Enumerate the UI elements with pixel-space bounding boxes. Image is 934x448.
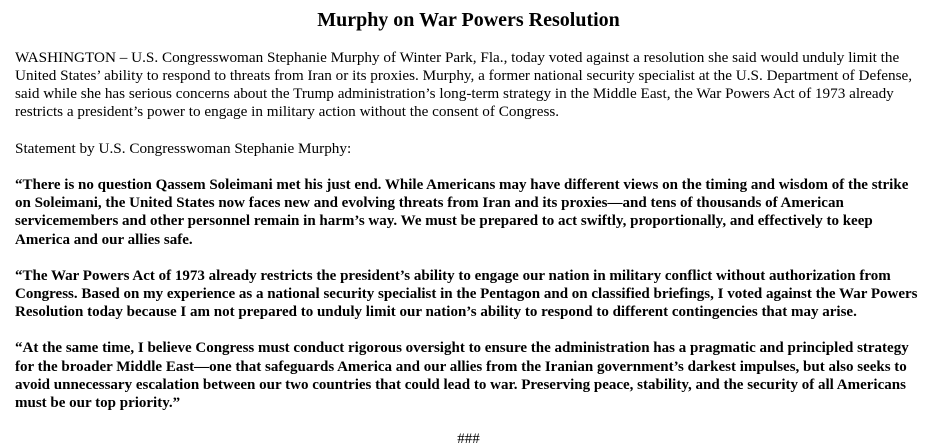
quote-paragraph-1: “There is no question Qassem Soleimani met his just end. While Americans may have different views on the timing and wisdom of the strike on Soleimani, the United States now faces new and evolving threats from Iran and its proxies—and tens of thousands of American servicemembers and other personnel remain in harm’s way. We must be prepared to act swiftly, proportionally, and effectively to keep America and our allies safe. <box>15 177 909 248</box>
quote-paragraph-3: “At the same time, I believe Congress must conduct rigorous oversight to ensure the administration has a pragmatic and principled strategy for the broader Middle East—one that safeguards America and our allies from the Iranian government’s darkest impulses, but also seeks to avoid unnecessary escalation between our two countries that could lead to war. Preserving peace, stability, and the security of all Americans must be our top priority.” <box>15 340 909 412</box>
page-title: Murphy on War Powers Resolution <box>317 9 620 31</box>
intro-paragraph: WASHINGTON – U.S. Congresswoman Stephanie Murphy of Winter Park, Fla., today voted against a resolution she said would unduly limit the United States’ ability to respond to threats from Iran or its proxies. Murphy, a former national security specialist at the U.S. Department of Defense, said while she has serious concerns about the Trump administration’s long-term strategy in the Middle East, the War Powers Act of 1973 already restricts a president’s power to engage in military action without the consent of Congress. <box>15 49 913 120</box>
quote-paragraph-2: “The War Powers Act of 1973 already restricts the president’s ability to engage our nation in military conflict without authorization from Congress. Based on my experience as a national security specialist in the Pentagon and on classified briefings, I voted against the War Powers Resolution today because I am not prepared to unduly limit our nation’s ability to respond to different contingencies that may arise. <box>15 267 918 321</box>
end-mark: ### <box>457 431 480 448</box>
statement-label: Statement by U.S. Congresswoman Stephanie Murphy: <box>15 140 352 157</box>
